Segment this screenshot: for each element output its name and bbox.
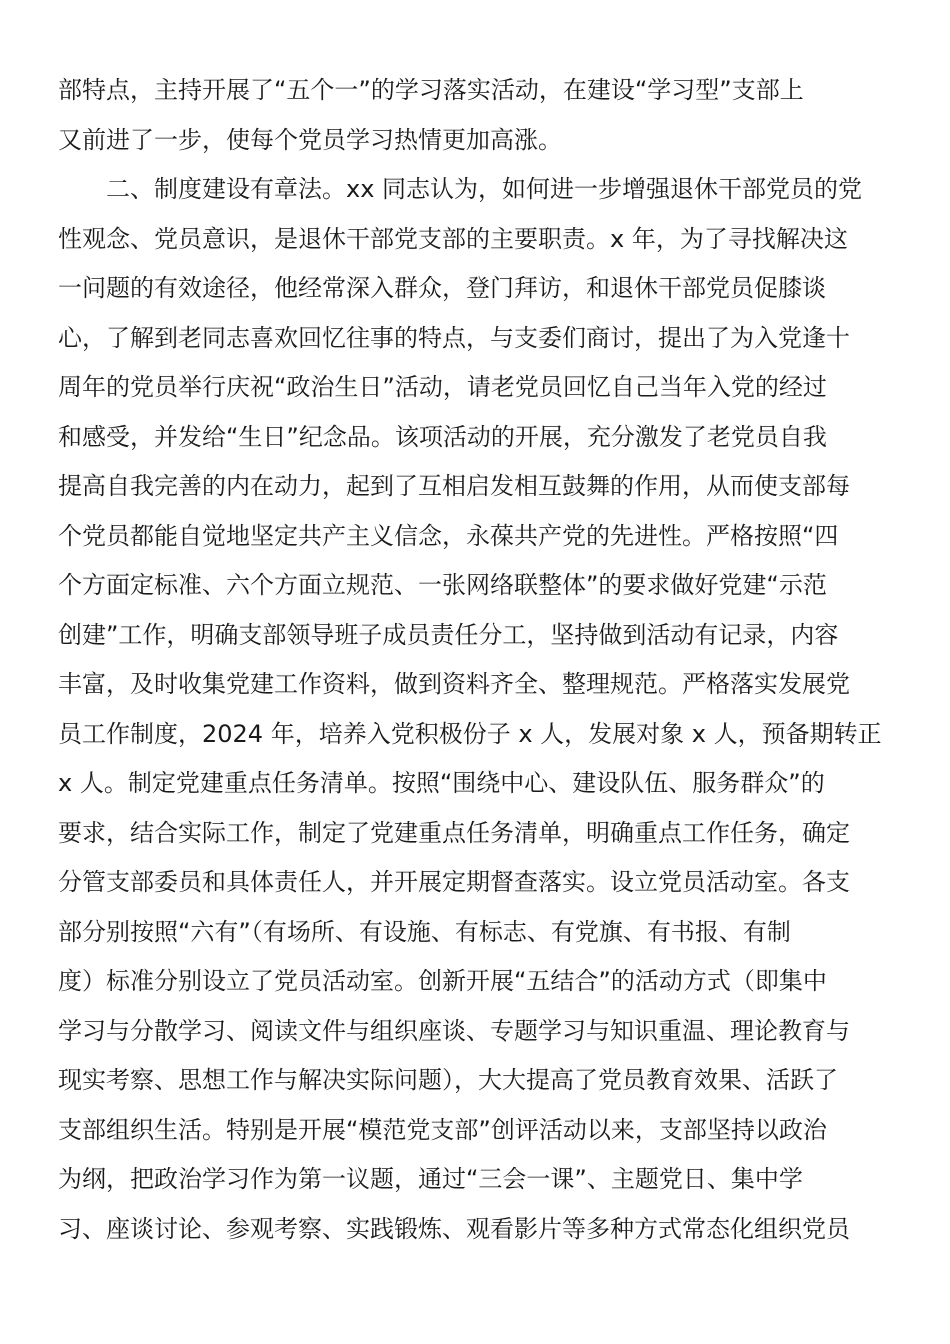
text-line: 个方面定标准、六个方面立规范、一张网络联整体”的要求做好党建“示范 <box>58 571 827 599</box>
text-line: 提高自我完善的内在动力，起到了互相启发相互鼓舞的作用，从而使支部每 <box>58 472 850 500</box>
text-line: 为纲，把政治学习作为第一议题，通过“三会一课”、主题党日、集中学 <box>58 1165 803 1193</box>
text-line: 周年的党员举行庆祝“政治生日”活动，请老党员回忆自己当年入党的经过 <box>58 373 827 401</box>
text-line: 一问题的有效途径，他经常深入群众，登门拜访，和退休干部党员促膝谈 <box>58 274 826 302</box>
text-line: 又前进了一步，使每个党员学习热情更加高涨。 <box>58 125 562 154</box>
text-line: 心，了解到老同志喜欢回忆往事的特点，与支委们商讨，提出了为入党逢十 <box>58 323 850 352</box>
text-line: 丰富，及时收集党建工作资料，做到资料齐全、整理规范。严格落实发展党 <box>58 670 850 698</box>
text-line: 和感受，并发给“生日”纪念品。该项活动的开展，充分激发了老党员自我 <box>58 422 827 451</box>
text-line: 度）标准分别设立了党员活动室。创新开展“五结合”的活动方式（即集中 <box>58 967 827 995</box>
text-line: 员工作制度，2024 年，培养入党积极份子 x 人，发展对象 x 人，预备期转正 <box>58 719 882 748</box>
text-line: 部分别按照“六有”（有场所、有设施、有标志、有党旗、有书报、有制 <box>58 917 791 946</box>
text-line: 个党员都能自觉地坚定共产主义信念，永葆共产党的先进性。严格按照“四 <box>58 521 839 550</box>
text-line: 现实考察、思想工作与解决实际问题），大大提高了党员教育效果、活跃了 <box>58 1066 838 1094</box>
text-line: 学习与分散学习、阅读文件与组织座谈、专题学习与知识重温、理论教育与 <box>58 1016 850 1045</box>
body-text <box>58 66 898 1254</box>
text-line: 习、座谈讨论、参观考察、实践锻炼、观看影片等多种方式常态化组织党员 <box>58 1214 850 1243</box>
text-line: 性观念、党员意识，是退休干部党支部的主要职责。x 年，为了寻找解决这 <box>58 224 848 253</box>
text-line: 要求，结合实际工作，制定了党建重点任务清单，明确重点工作任务，确定 <box>58 818 850 847</box>
text-line: 部特点，主持开展了“五个一”的学习落实活动，在建设“学习型”支部上 <box>58 76 804 104</box>
section-heading-line: 二、制度建设有章法。xx 同志认为，如何进一步增强退休干部党员的党 <box>106 175 863 203</box>
text-line: 支部组织生活。特别是开展“模范党支部”创评活动以来，支部坚持以政治 <box>58 1115 827 1144</box>
text-line: x 人。制定党建重点任务清单。按照“围绕中心、建设队伍、服务群众”的 <box>58 769 825 797</box>
text-line: 创建”工作，明确支部领导班子成员责任分工，坚持做到活动有记录，内容 <box>58 620 839 649</box>
text-line: 分管支部委员和具体责任人，并开展定期督查落实。设立党员活动室。各支 <box>58 868 850 896</box>
